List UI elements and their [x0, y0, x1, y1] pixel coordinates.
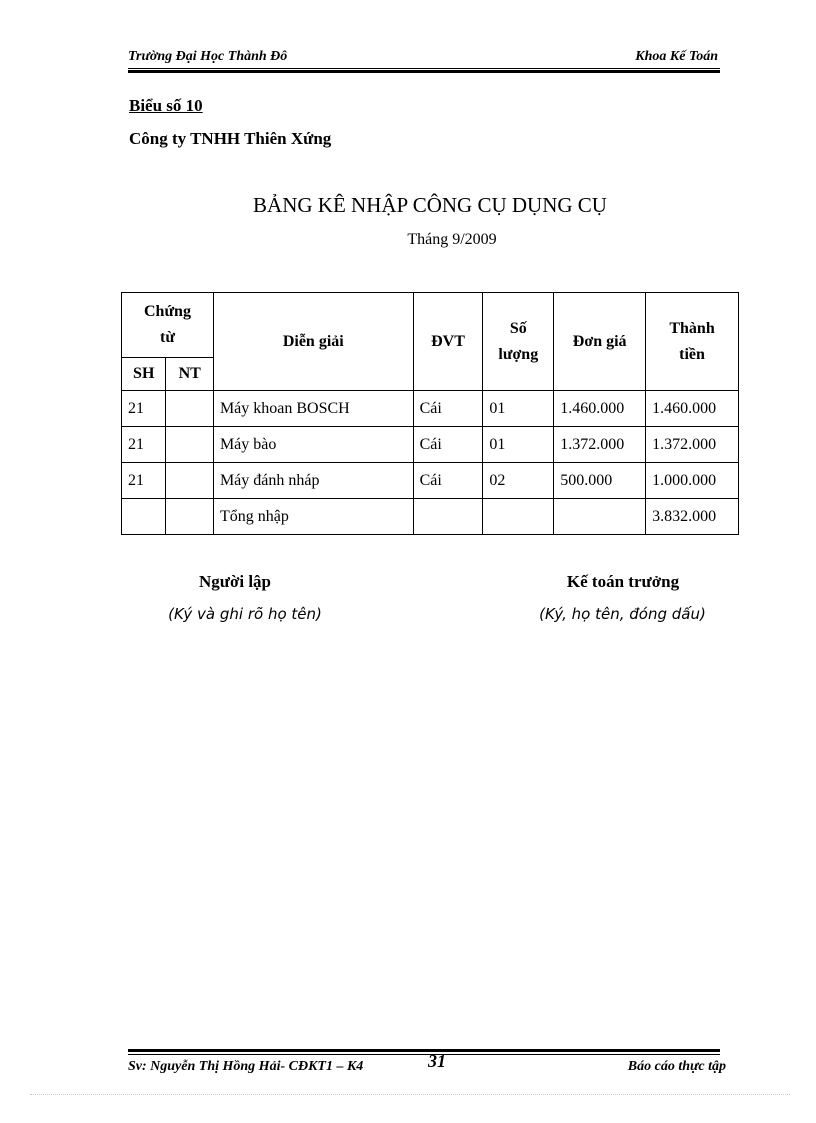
cell-unit-price: 500.000: [554, 463, 646, 499]
cell-nt: [166, 427, 214, 463]
cell-nt: [166, 499, 214, 535]
document-title: BẢNG KÊ NHẬP CÔNG CỤ DỤNG CỤ: [253, 193, 607, 217]
cell-unit: Cái: [413, 391, 483, 427]
col-header-amount: Thành tiền: [646, 293, 739, 391]
header-department: Khoa Kế Toán: [635, 49, 718, 64]
cell-unit-price: [554, 499, 646, 535]
cell-amount: 1.000.000: [646, 463, 739, 499]
signature-accountant-note: (Ký, họ tên, đóng dấu): [539, 605, 706, 623]
col-header-quantity: Số lượng: [483, 293, 554, 391]
page-number: 31: [428, 1051, 446, 1071]
cell-sh: 21: [122, 463, 166, 499]
cell-unit-price: 1.460.000: [554, 391, 646, 427]
cell-unit: Cái: [413, 427, 483, 463]
signature-preparer-note: (Ký và ghi rõ họ tên): [168, 605, 322, 623]
footer-report: Báo cáo thực tập: [627, 1059, 726, 1074]
cell-nt: [166, 391, 214, 427]
cell-sh: [122, 499, 166, 535]
cell-quantity: 01: [483, 391, 554, 427]
header-rule: [128, 68, 720, 69]
cell-unit-price: 1.372.000: [554, 427, 646, 463]
cell-unit: Cái: [413, 463, 483, 499]
col-header-nt: NT: [166, 358, 214, 391]
cell-description: Tổng nhập: [213, 499, 413, 535]
cell-quantity: 02: [483, 463, 554, 499]
table-row: [122, 427, 739, 463]
signature-accountant-title: Kế toán trưởng: [566, 572, 680, 591]
footer-rule: [128, 1054, 720, 1055]
inventory-table: [121, 292, 739, 535]
table-row: [122, 463, 739, 499]
header-school: Trường Đại Học Thành Đô: [128, 49, 288, 64]
table-total-row: [122, 499, 739, 535]
cell-amount: 1.372.000: [646, 427, 739, 463]
cell-nt: [166, 463, 214, 499]
cell-sh: 21: [122, 427, 166, 463]
footer-student: Sv: Nguyễn Thị Hồng Hải- CĐKT1 – K4: [128, 1059, 364, 1074]
signature-preparer-title: Người lập: [198, 572, 272, 591]
col-header-unit-price: Đơn giá: [554, 293, 646, 391]
cell-amount: 3.832.000: [646, 499, 739, 535]
form-number: Biểu số 10: [129, 96, 203, 115]
table-row: [122, 391, 739, 427]
header-rule-thick: [128, 70, 720, 73]
col-header-description: Diễn giải: [213, 293, 413, 391]
col-header-voucher: Chứng từ: [122, 293, 214, 358]
cell-description: Máy khoan BOSCH: [213, 391, 413, 427]
page-edge-dotted-line: [30, 1094, 790, 1095]
cell-quantity: 01: [483, 427, 554, 463]
cell-amount: 1.460.000: [646, 391, 739, 427]
col-header-sh: SH: [122, 358, 166, 391]
document-period: Tháng 9/2009: [407, 231, 497, 248]
footer-rule-thick: [128, 1049, 720, 1052]
cell-description: Máy đánh nháp: [213, 463, 413, 499]
cell-sh: 21: [122, 391, 166, 427]
cell-quantity: [483, 499, 554, 535]
cell-description: Máy bào: [213, 427, 413, 463]
company-name: Công ty TNHH Thiên Xứng: [129, 129, 332, 148]
cell-unit: [413, 499, 483, 535]
col-header-unit: ĐVT: [413, 293, 483, 391]
